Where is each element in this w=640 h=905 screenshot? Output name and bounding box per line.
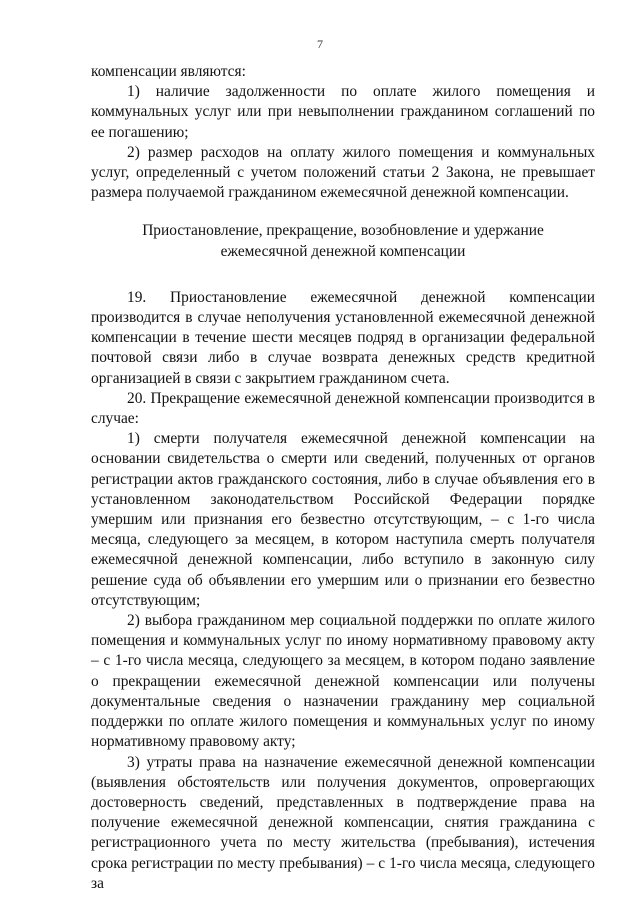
paragraph-20-item-2-choice: 2) выбора гражданином мер социальной поддержки по оплате жилого помещения и коммунальных услуг по иному нормативному правовому акту – с 1-го числа месяца, следующего за месяцем, в котором подано заявление о прекращении ежемесячной денежной компенсации или получены документальные сведения о назначении гражданину мер социальной поддержки по оплате жилого помещения и коммунальных услуг по иному нормативному правовому акту;	[91, 612, 595, 751]
paragraph-item-1-debt: 1) наличие задолженности по оплате жилого помещения и коммунальных услуг или при невыполнении гражданином соглашений по ее погашению;	[91, 83, 595, 141]
page-number: 7	[317, 37, 323, 51]
paragraph-compensation-are: компенсации являются:	[91, 63, 246, 80]
section-heading: Приостановление, прекращение, возобновление и удержание ежемесячной денежной компенсации	[142, 222, 544, 260]
paragraph-20-termination: 20. Прекращение ежемесячной денежной компенсации производится в случае:	[91, 389, 595, 428]
paragraph-item-2-expenses: 2) размер расходов на оплату жилого помещения и коммунальных услуг, определенный с учетом положений статьи 2 Закона, не превышает размера получаемой гражданином ежемесячной денежной компенсации.	[91, 143, 595, 202]
paragraph-20-item-1-death: 1) смерти получателя ежемесячной денежной компенсации на основании свидетельства о смерти или сведений, полученных от органов регистрации актов гражданского состояния, либо в случае объявления его в установленном законодательством Российской Федерации порядке умершим или признания его безвестно отсутствующим, – с 1-го числа месяца, следующего за месяцем, в котором наступила смерть получателя ежемесячной денежной компенсации, либо вступило в законную силу решение суда об объявлении его умершим или о признании его безвестно отсутствующим;	[91, 430, 595, 609]
paragraph-19-suspension: 19. Приостановление ежемесячной денежной компенсации производится в случае неполучения установленной ежемесячной денежной компенсации в течение шести месяцев подряд в организации федеральной почтовой связи либо в случае возврата денежных средств кредитной организацией в связи с закрытием гражданином счета.	[91, 288, 595, 387]
paragraph-20-item-3-loss: 3) утраты права на назначение ежемесячной денежной компенсации (выявления обстоятельств или получения документов, опровергающих достоверность сведений, представленных в подтверждение права на получение ежемесячной денежной компенсации, снятия гражданина с регистрационного учета по месту жительства (пребывания), истечения срока регистрации по месту пребывания) – с 1-го числа месяца, следующего за	[91, 753, 595, 892]
document-body	[91, 62, 595, 894]
